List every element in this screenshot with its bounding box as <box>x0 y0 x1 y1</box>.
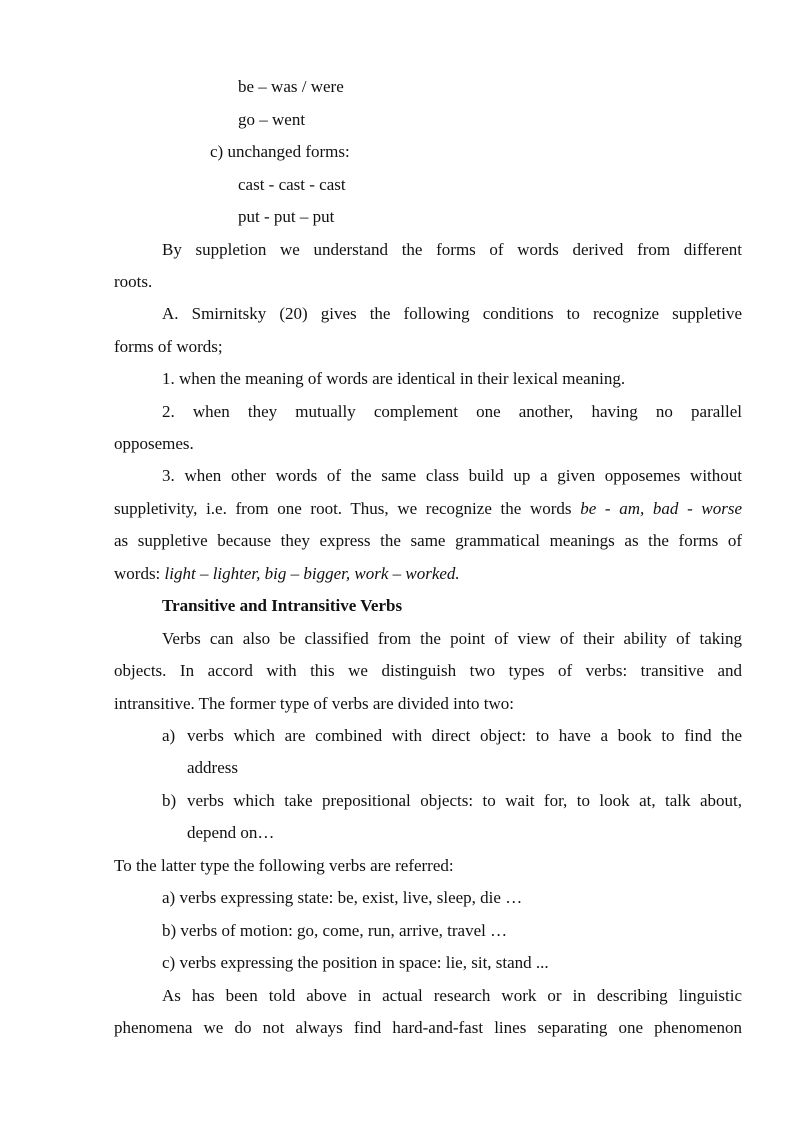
list-marker-b: b) <box>162 791 177 810</box>
unchanged-forms-label: c) unchanged forms: <box>210 142 350 161</box>
condition-3-line-2 <box>114 493 742 526</box>
list-item-a-line-2: address <box>187 758 238 777</box>
suppletion-paragraph-line-2: roots. <box>114 272 153 291</box>
research-paragraph-line-1: As has been told above in actual research work or in describing linguistic <box>162 986 742 1005</box>
smirnitsky-paragraph-line-1: A. Smirnitsky (20) gives the following conditions to recognize suppletive <box>162 304 742 323</box>
motion-verbs-item: b) verbs of motion: go, come, run, arrive, travel … <box>162 921 508 940</box>
list-item-b-line-2: depend on… <box>187 823 275 842</box>
list-item-b-line-1: verbs which take prepositional objects: to wait for, to look at, talk about, <box>187 791 742 810</box>
suppletion-paragraph-line-1: By suppletion we understand the forms of words derived from different <box>162 240 742 259</box>
section-heading: Transitive and Intransitive Verbs <box>162 596 403 615</box>
example-go-went: go – went <box>238 110 306 129</box>
list-item-a-line-1: verbs which are combined with direct object: to have a book to find the <box>187 726 742 745</box>
research-paragraph-line-2: phenomena we do not always find hard-and-fast lines separating one phenomenon <box>114 1018 742 1037</box>
list-marker-a: a) <box>162 726 176 745</box>
verbs-paragraph-line-2: objects. In accord with this we distinguish two types of verbs: transitive and <box>114 661 742 680</box>
condition-1: 1. when the meaning of words are identical in their lexical meaning. <box>162 369 626 388</box>
smirnitsky-paragraph-line-2: forms of words; <box>114 337 223 356</box>
state-verbs-item: a) verbs expressing state: be, exist, live, sleep, die … <box>162 888 523 907</box>
condition-3-text: suppletivity, i.e. from one root. Thus, we recognize the words <box>114 499 581 518</box>
example-cast: cast - cast - cast <box>238 175 346 194</box>
latter-type-line: To the latter type the following verbs are referred: <box>114 856 454 875</box>
suppletive-examples: be - am, bad - worse <box>580 499 742 518</box>
example-be-was-were: be – was / were <box>238 77 344 96</box>
example-put: put - put – put <box>238 207 335 226</box>
condition-3-line-4 <box>114 558 460 591</box>
words-label: words: <box>114 564 165 583</box>
verbs-paragraph-line-1: Verbs can also be classified from the point of view of their ability of taking <box>162 629 742 648</box>
condition-2-line-1: 2. when they mutually complement one another, having no parallel <box>162 402 742 421</box>
position-verbs-item: c) verbs expressing the position in space: lie, sit, stand ... <box>162 953 549 972</box>
condition-3-line-1: 3. when other words of the same class build up a given opposemes without <box>162 466 742 485</box>
condition-3-line-3: as suppletive because they express the same grammatical meanings as the forms of <box>114 531 742 550</box>
regular-examples: light – lighter, big – bigger, work – worked. <box>164 564 460 583</box>
verbs-paragraph-line-3: intransitive. The former type of verbs are divided into two: <box>114 694 515 713</box>
condition-2-line-2: opposemes. <box>114 434 194 453</box>
